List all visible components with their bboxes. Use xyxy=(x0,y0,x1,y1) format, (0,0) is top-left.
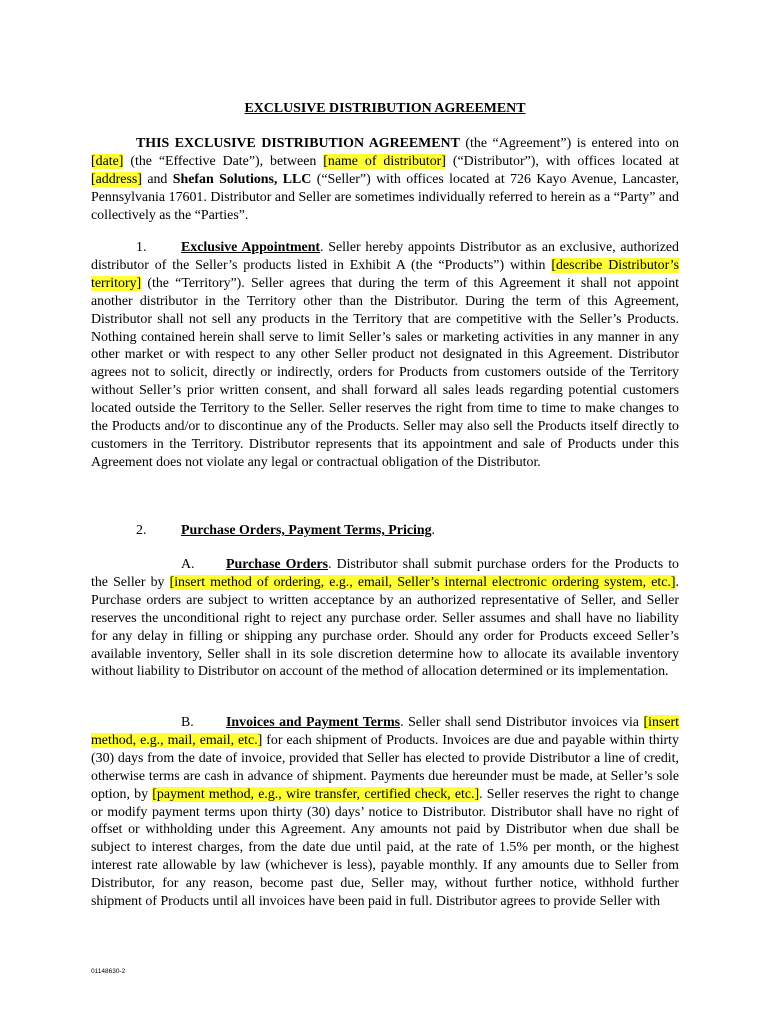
invoice-method-placeholder: [insert method, e.g., mail, email, etc.] xyxy=(91,715,679,748)
distributor-placeholder: [name of distributor] xyxy=(323,153,446,169)
seller-name: Shefan Solutions, LLC xyxy=(172,171,312,187)
address-placeholder: [address] xyxy=(91,171,142,187)
section-2a-heading: Purchase Orders xyxy=(226,557,329,572)
section-2b-heading: Invoices and Payment Terms xyxy=(226,715,401,730)
section-2-heading: Purchase Orders, Payment Terms, Pricing xyxy=(181,523,432,538)
payment-method-placeholder: [payment method, e.g., wire transfer, certified check, etc.] xyxy=(152,786,480,802)
section-1-number: 1. xyxy=(136,240,147,255)
ordering-method-placeholder: [insert method of ordering, e.g., email, Seller’s internal electronic ordering system, etc.] xyxy=(169,574,676,590)
document-title: EXCLUSIVE DISTRIBUTION AGREEMENT xyxy=(244,101,526,116)
intro-lead: THIS EXCLUSIVE DISTRIBUTION AGREEMENT xyxy=(136,136,460,151)
section-2-number: 2. xyxy=(136,523,147,538)
territory-placeholder: [describe Distributor’s territory] xyxy=(91,257,679,291)
section-2a: A. Purchase Orders. Distributor shall submit purchase orders for the Products to the Seller by [insert method of ordering, e.g., email, Seller’s internal electronic ordering system, etc.]. Purchase orders are subject to written acceptance by an authorized representative of Seller, and Seller reserves the unconditional right to reject any purchase order. Seller assumes and shall have no liability for any delay in filling or shipping any purchase order. Should any order for Products exceed Seller’s available inventory, Seller shall in its sole discretion determine how to allocate its available inventory without liability to Distributor on account of the method of allocation determined or its implementation. xyxy=(91,557,679,680)
section-1: 1. Exclusive Appointment. Seller hereby appoints Distributor as an exclusive, authorized distributor of the Seller’s products listed in Exhibit A (the “Products”) within [describe Distributor’s territory] (the “Territory”). Seller agrees that during the term of this Agreement it shall not appoint another distributor in the Territory other than the Distributor. During the term of this Agreement, Distributor shall not sell any products in the Territory that are competitive with the Seller’s Products. Nothing contained herein shall serve to limit Seller’s sales or marketing activities in any manner in any other market or with respect to any other Seller product not designated in this Agreement. Distributor agrees not to solicit, directly or indirectly, orders for Products from customers outside of the Territory without Seller’s prior written consent, and shall forward all sales leads regarding potential customers located outside the Territory to the Seller. Seller reserves the right from time to time to make changes to the Products and/or to discontinue any of the Products. Seller may also sell the Products itself directly to customers in the Territory. Distributor represents that its appointment and sale of Products under this Agreement does not violate any legal or contractual obligation of the Distributor. xyxy=(91,240,679,470)
section-1-heading: Exclusive Appointment xyxy=(181,240,321,255)
section-2b: B. Invoices and Payment Terms. Seller shall send Distributor invoices via [insert method, e.g., mail, email, etc.] for each shipment of Products. Invoices are due and payable within thirty (30) days from the date of invoice, provided that Seller has elected to provide Distributor a line of credit, otherwise terms are cash in advance of shipment. Payments due hereunder must be made, at Seller’s sole option, by [payment method, e.g., wire transfer, certified check, etc.]. Seller reserves the right to change or modify payment terms upon thirty (30) days’ notice to Distributor. Distributor shall have no right of offset or withholding under this Agreement. Any amounts not paid by Distributor when due shall be subject to interest charges, from the date due until paid, at the rate of 1.5% per month, or the highest interest rate allowable by law (whichever is less), payable monthly. If any amounts due to Seller from Distributor, for any reason, become past due, Seller may, without further notice, withhold further shipment of Products until all invoices have been paid in full. Distributor agrees to provide Seller with xyxy=(91,715,679,910)
intro-paragraph: THIS EXCLUSIVE DISTRIBUTION AGREEMENT (the “Agreement”) is entered into on [date] (the “Effective Date”), between [name of distributor] (“Distributor”), with offices located at [address] and Shefan Solutions, LLC (“Seller”) with offices located at 726 Kayo Avenue, Lancaster, Pennsylvania 17601. Distributor and Seller are sometimes individually referred to herein as a “Party” and collectively as the “Parties”. xyxy=(91,136,680,223)
section-2b-letter: B. xyxy=(181,715,194,730)
document-footer-id: 01148630-2 xyxy=(91,968,126,975)
date-placeholder: [date] xyxy=(91,153,124,169)
section-2: 2. Purchase Orders, Payment Terms, Pricing. xyxy=(91,522,679,540)
section-2a-letter: A. xyxy=(181,557,195,572)
